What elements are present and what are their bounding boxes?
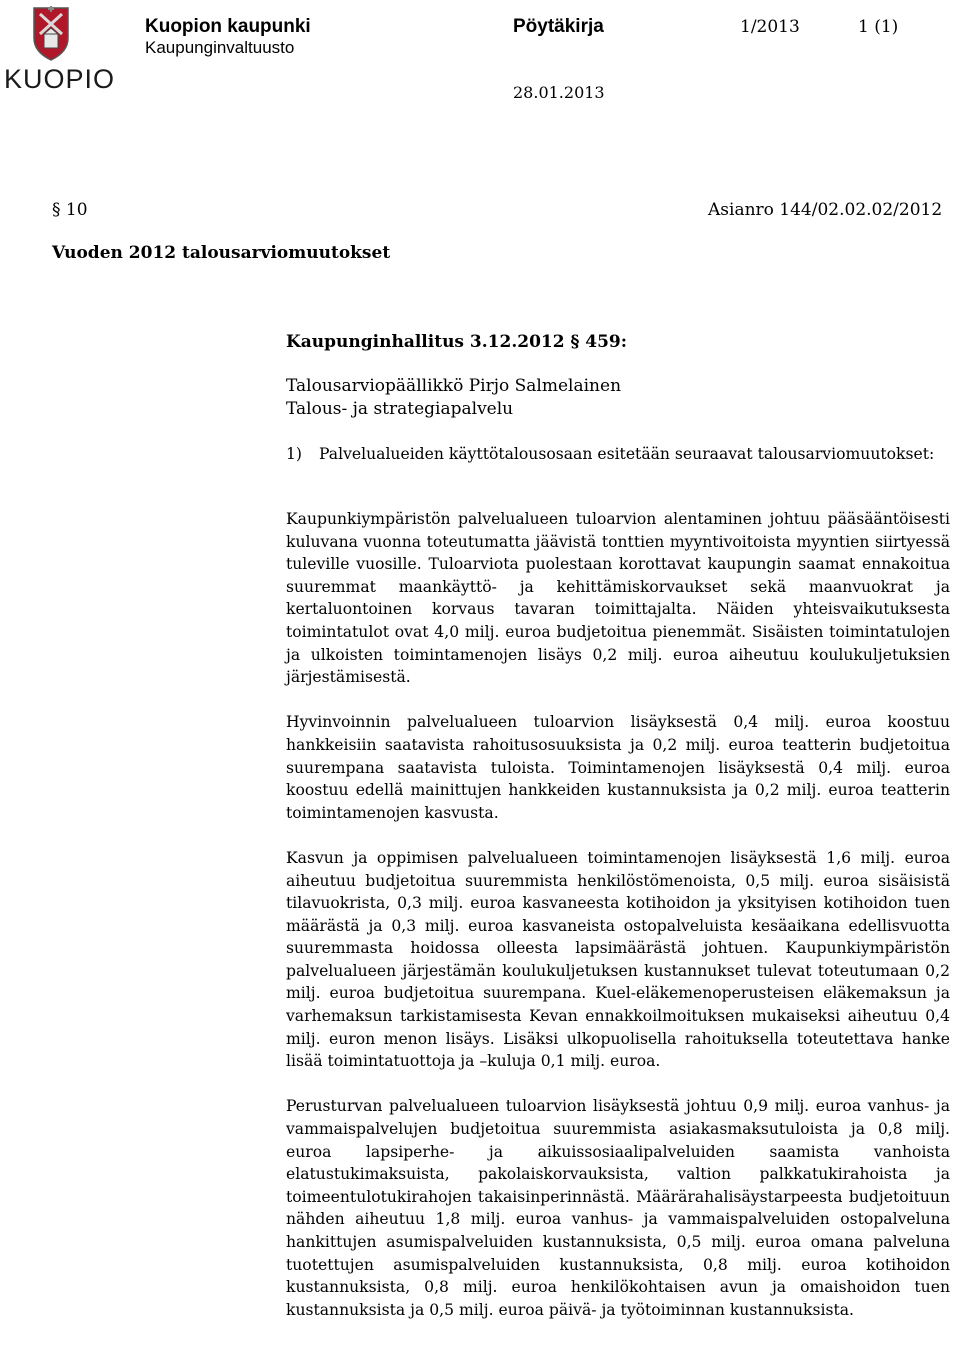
section-number: 10 xyxy=(65,200,88,220)
meeting-date: 28.01.2013 xyxy=(513,83,605,102)
item-text: Palvelualueiden käyttötalousosaan esitetään seuraavat talousarviomuutokset: xyxy=(319,445,935,463)
coat-of-arms-icon xyxy=(4,4,98,64)
section-marker: § 10 xyxy=(52,200,88,220)
kuopio-logo xyxy=(4,4,116,96)
logo-wordmark: KUOPIO xyxy=(4,64,116,94)
paragraph-kasvu-ja-oppiminen: Kasvun ja oppimisen palvelualueen toimintamenojen lisäyksestä 1,6 milj. euroa aiheutuu budjetoitua suuremmista henkilöstömenoista, 0,5 milj. euroa sisäisistä tilavuokrista, 0,3 milj. euroa kasvaneesta kotihoidon ja yksityisen kotihoidon tuen määrästä ja 0,3 milj. euroa kasvaneista ostopalveluista kesäaikana edellisvuotta suuremmasta hoidossa olleesta lapsimäärästä johtuen. Kaupunkiympäristön palvelualueen järjestämän koulukuljetuksen kustannukset tulevat toteutumaan 0,2 milj. euroa budjetoitua suurempana. Kuel-eläkemenoperusteisen eläkemaksun ja varhemaksun tarkistamisesta Kevan ennakkoilmoituksen mukaiseksi aiheutuu 0,4 milj. euron menon lisäys. Lisäksi ulkopuolisella rahoituksella toteutettava hanke lisää toimintatuottoja ja –kuluja 0,1 milj. euroa. xyxy=(286,848,950,1071)
document-type: Pöytäkirja xyxy=(513,16,604,37)
meeting-reference: Kaupunginhallitus 3.12.2012 § 459: xyxy=(286,332,628,352)
numbered-item xyxy=(286,443,950,466)
page-number: 1 (1) xyxy=(858,17,899,37)
document-number: 1/2013 xyxy=(740,17,800,37)
council-name: Kaupunginvaltuusto xyxy=(145,38,295,57)
body-paragraphs xyxy=(286,508,950,1321)
paragraph-perusturva: Perusturvan palvelualueen tuloarvion lisäyksestä johtuu 0,9 milj. euroa vanhus- ja vammaispalvelujen budjetoitua suuremmista asiakasmaksutuloista ja 0,8 milj. euroa lapsiperhe- ja aikuissosiaalipalveluiden saamista vanhoista elatustukimaksuista, pakolaiskorvauksista, valtion palkkatukirahoista ja toimeentulotukirahojen takaisinperinnästä. Määrärahalisäystarpeesta budjetoituun nähden aiheutuu 1,8 milj. euroa vanhus- ja vammaispalveluiden ostopalveluna hankittujen asumispalveluiden kustannuksista, 0,5 milj. euroa omana palveluna tuotettujen asumispalveluiden kustannuksista, 0,8 milj. euroa kotihoidon kustannuksista, 0,8 milj. euroa henkilökohtaisen avun ja omaishoidon tuen kustannuksista ja 0,5 milj. euroa päivä- ja työtoiminnan kustannuksista. xyxy=(286,1097,950,1319)
item-number: 1) xyxy=(286,445,303,463)
section-title: Vuoden 2012 talousarviomuutokset xyxy=(52,243,391,263)
presenter: Talousarviopäällikkö Pirjo Salmelainen xyxy=(286,376,622,396)
paragraph-kaupunkiymparisto: Kaupunkiympäristön palvelualueen tuloarvion alentaminen johtuu pääsääntöisesti kuluvana vuonna toteutumatta jäävistä tonttien myyntivoitoista myyntien siirtyessä tuleville vuosille. Tuloarviota puolestaan korottavat kaupungin saamat ennakoitua suuremmat maankäyttö- ja kehittämiskorvaukset sekä maanvuokrat ja kertaluontoinen korvaus tavaran toimittajalta. Näiden yhteisvaikutuksesta toimintatulot ovat 4,0 milj. euroa budjetoitua pienemmät. Sisäisten toimintatulojen ja ulkoisten toimintamenojen lisäys 0,2 milj. euroa aiheutuu koulukuljetuksien järjestämisestä. xyxy=(286,510,950,687)
department: Talous- ja strategiapalvelu xyxy=(286,399,514,419)
case-number: Asianro 144/02.02.02/2012 xyxy=(708,200,943,220)
paragraph-hyvinvointi: Hyvinvoinnin palvelualueen tuloarvion lisäyksestä 0,4 milj. euroa koostuu hankkeisiin saatavista rahoitusosuuksista ja 0,2 milj. euroa teatterin budjetoitua suurempana saatavista tuloista. Toimintamenojen lisäyksestä 0,4 milj. euroa koostuu edellä mainittujen hankkeiden kustannuksista ja 0,2 milj. euroa teatterin toimintamenojen kasvusta. xyxy=(286,713,950,822)
organization-name: Kuopion kaupunki xyxy=(145,16,311,37)
